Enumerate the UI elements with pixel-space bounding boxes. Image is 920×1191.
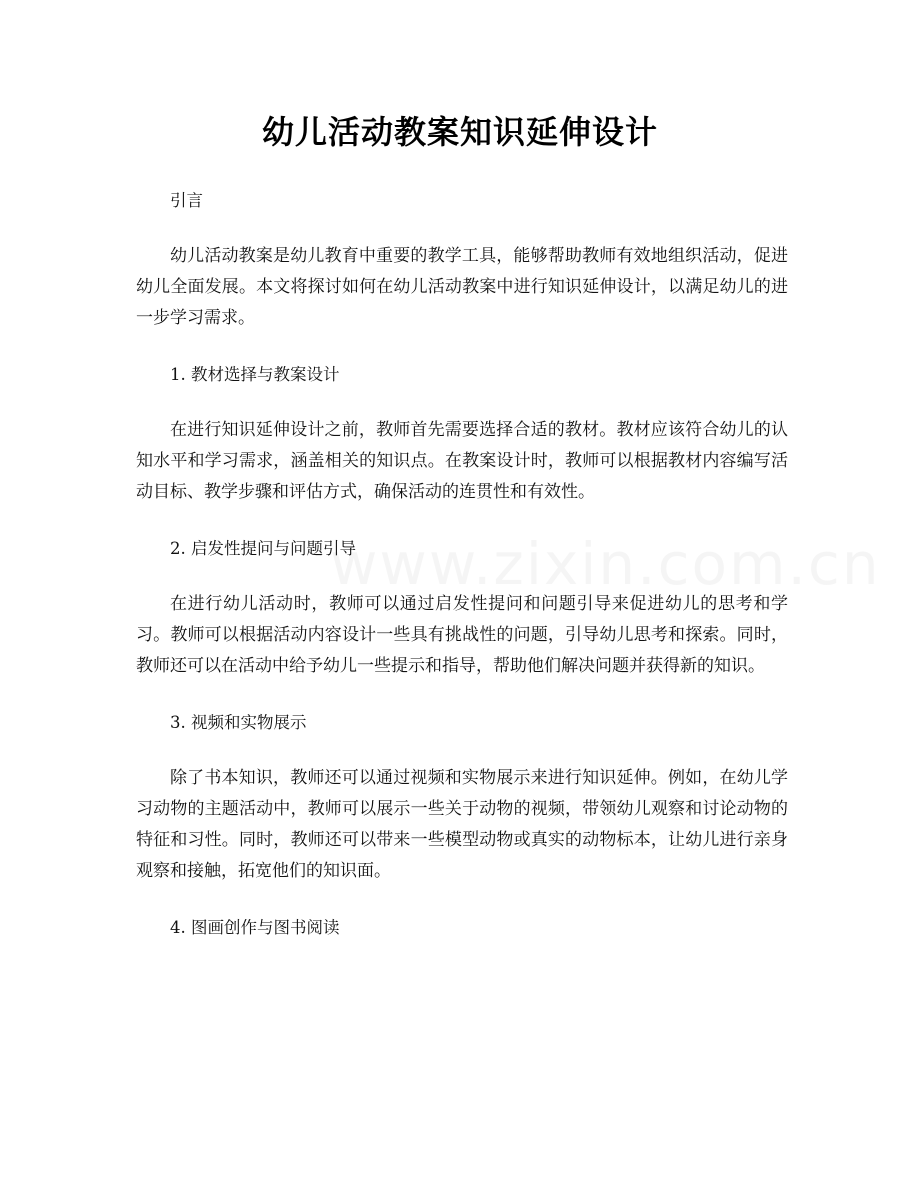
paragraph-1: 在进行知识延伸设计之前，教师首先需要选择合适的教材。教材应该符合幼儿的认知水平和学习需求，涵盖相关的知识点。在教案设计时，教师可以根据教材内容编写活动目标、教学步骤和评估方式，确保活动的连贯性和有效性。 (136, 420, 788, 502)
spacer (136, 334, 788, 360)
section-heading-4: 4. 图画创作与图书阅读 (170, 918, 340, 937)
spacer (136, 738, 788, 763)
spacer (136, 564, 788, 589)
section-heading-intro: 引言 (170, 191, 203, 210)
spacer (136, 508, 788, 534)
paragraph-2: 在进行幼儿活动时，教师可以通过启发性提问和问题引导来促进幼儿的思考和学习。教师可以根据活动内容设计一些具有挑战性的问题，引导幼儿思考和探索。同时，教师还可以在活动中给予幼儿一些提示和指导，帮助他们解决问题并获得新的知识。 (136, 594, 788, 676)
document-body (136, 186, 788, 943)
document-title: 幼儿活动教案知识延伸设计 (261, 113, 658, 151)
section-heading-2: 2. 启发性提问与问题引导 (170, 539, 356, 558)
spacer (136, 887, 788, 913)
spacer (136, 216, 788, 241)
paragraph-3: 除了书本知识，教师还可以通过视频和实物展示来进行知识延伸。例如，在幼儿学习动物的主题活动中，教师可以展示一些关于动物的视频，带领幼儿观察和讨论动物的特征和习性。同时，教师还可以带来一些模型动物或真实的动物标本，让幼儿进行亲身观察和接触，拓宽他们的知识面。 (136, 768, 788, 881)
watermark: www.zixin.com.cn (330, 530, 881, 598)
section-heading-3: 3. 视频和实物展示 (170, 713, 307, 732)
section-heading-1: 1. 教材选择与教案设计 (170, 365, 340, 384)
spacer (136, 682, 788, 708)
spacer (136, 390, 788, 415)
paragraph-intro: 幼儿活动教案是幼儿教育中重要的教学工具，能够帮助教师有效地组织活动，促进幼儿全面发展。本文将探讨如何在幼儿活动教案中进行知识延伸设计，以满足幼儿的进一步学习需求。 (136, 246, 788, 328)
